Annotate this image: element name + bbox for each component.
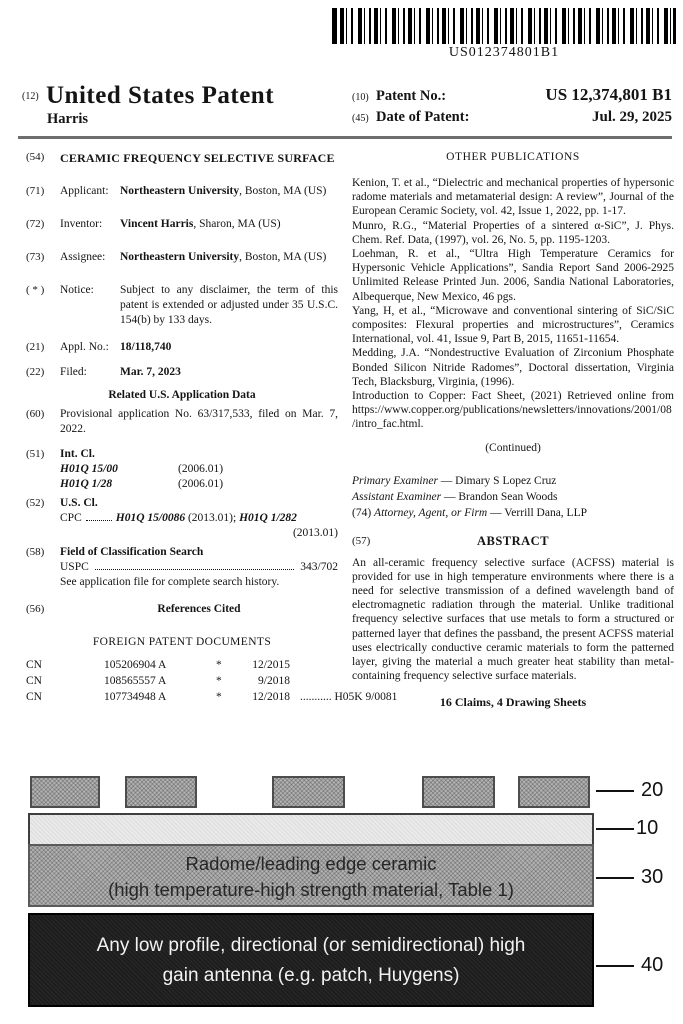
appl-no-label: Appl. No.: [60, 341, 109, 353]
section-72-inventor [26, 217, 338, 232]
other-publications-heading: OTHER PUBLICATIONS [446, 151, 580, 163]
publication-item: Yang, H, et al., “Microwave and conventional sintering of SiC/SiC composites: Flexural properties and microstructures”, Ceramics International, vol. 41, Issue 9, Part B, 2015, 11651-11654. [352, 304, 674, 346]
reference-label-10 [596, 817, 658, 840]
publication-item: Kenion, T. et al., “Dielectric and mechanical properties of hypersonic radome materials and metamaterial design: A review”, Journal of the European Ceramic Society, vol. 42, Issue 1, 2022, pp. 1-17. [352, 177, 674, 218]
assignee-name: Northeastern University [120, 251, 240, 263]
fp-country: CN [26, 691, 42, 703]
notice-tag: ( * ) [26, 284, 45, 296]
reference-number-30: 30 [641, 866, 664, 888]
section-72-tag: (72) [26, 218, 45, 230]
foreign-patent-row [26, 657, 338, 673]
appl-no-value: 18/118,740 [120, 341, 172, 353]
leader-line [596, 790, 634, 792]
invention-title: CERAMIC FREQUENCY SELECTIVE SURFACE [60, 151, 335, 165]
int-cl-code: H01Q 15/00 [60, 463, 118, 475]
cpc-wrap-year: (2013.01) [292, 527, 338, 539]
int-cl-year: (2006.01) [178, 478, 224, 490]
int-cl-year: (2006.01) [178, 463, 224, 475]
section-22-tag: (22) [26, 366, 45, 378]
inventor-surname: Harris [47, 111, 89, 127]
fp-country: CN [26, 675, 42, 687]
abstract-text: An all-ceramic frequency selective surface (ACFSS) material is provided for use in high temperature environments where there is a need for selective transmission of a defined wavelength band of electromagnetic radiation through the material. Unlike traditional frequency selective surfaces that use metals to form a structured or patterned layer that defines the passband, the present ACFSS material uses electrically conductive ceramic materials to form the patterned layer, giving the material a much greater heat stability than metal-containing frequency selective surface materials. [352, 556, 674, 683]
section-60-tag: (60) [26, 408, 45, 420]
applicant-name: Northeastern University [120, 185, 240, 197]
attorney-tag: (74) [352, 506, 375, 519]
attorney-line [352, 505, 674, 521]
fp-star: * [216, 659, 222, 671]
section-notice [26, 283, 338, 328]
header-divider-rule [18, 136, 672, 139]
section-56-references [26, 602, 338, 617]
attorney-label: Attorney, Agent, or Firm [374, 506, 488, 519]
fp-class: ........... H05K 9/0081 [300, 691, 398, 703]
notice-text: Subject to any disclaimer, the term of this patent is extended or adjusted under 35 U.S.C. 154(b) by 133 days. [120, 284, 338, 326]
foreign-patents-table [26, 657, 398, 705]
radome-layer-caption-line1: Radome/leading edge ceramic [185, 853, 437, 874]
reference-label-40 [596, 954, 663, 977]
references-cited-heading: References Cited [157, 603, 241, 615]
radome-layer-caption-line2: (high temperature-high strength material, Table 1) [108, 879, 514, 900]
publications-list [352, 176, 674, 432]
section-73-tag: (73) [26, 251, 45, 263]
section-71-applicant [26, 184, 338, 199]
int-cl-row [60, 477, 338, 492]
antenna-layer [28, 913, 594, 1007]
barcode-number: US012374801B1 [448, 45, 560, 60]
foreign-patent-row [26, 673, 338, 689]
section-52-us-cl [26, 496, 338, 541]
foreign-patents-heading: FOREIGN PATENT DOCUMENTS [92, 636, 272, 648]
primary-examiner-label: Primary Examiner [352, 474, 438, 487]
section-56-tag: (56) [26, 603, 45, 615]
primary-examiner-value: — Dimary S Lopez Cruz [437, 474, 557, 487]
header-left [22, 82, 352, 130]
applicant-value [120, 184, 338, 199]
cpc-dot-leader [86, 512, 112, 521]
uspc-row [60, 560, 338, 575]
right-column [352, 150, 674, 710]
patent-date-tag: (45) [352, 113, 369, 124]
patent-number-label: Patent No.: [376, 88, 447, 104]
inventor-name: Vincent Harris [120, 218, 194, 230]
cpc-line [60, 511, 338, 526]
barcode [332, 8, 676, 61]
field-search-note: See application file for complete search history. [60, 576, 280, 588]
publication-item: Medding, J.A. “Nondestructive Evaluation of Zirconium Phosphate Bonded Silicon Nitride Radomes”, Doctoral dissertation, Virginia Tech, Blacksburg, Virginia, (1996). [352, 347, 674, 388]
section-51-tag: (51) [26, 448, 45, 460]
uspc-dot-leader [95, 561, 295, 570]
filed-label: Filed: [60, 366, 87, 378]
uspc-label: USPC [60, 561, 89, 573]
document-header [22, 82, 672, 130]
patent-number-value: US 12,374,801 B1 [545, 85, 672, 104]
reference-label-20 [596, 779, 663, 802]
fp-date: 9/2018 [258, 675, 290, 687]
applicant-label: Applicant: [60, 185, 109, 197]
abstract-header [352, 534, 674, 549]
leader-line [596, 965, 634, 967]
patent-date-row [352, 109, 672, 126]
fss-patch [30, 776, 100, 808]
patent-number-tag: (10) [352, 92, 369, 103]
attorney-value: — Verrill Dana, LLP [487, 506, 587, 519]
fss-patch [272, 776, 345, 808]
fp-date: 12/2018 [252, 691, 290, 703]
publication-item: Introduction to Copper: Fact Sheet, (2021) Retrieved online from https://www.copper.org/publications/newsletters/innovations/2001/08/intro_fac.html. [352, 390, 674, 431]
drawing-figure [28, 776, 674, 1007]
top-dielectric-layer [28, 813, 594, 844]
section-60-provisional [26, 407, 338, 437]
section-71-tag: (71) [26, 185, 45, 197]
assignee-value [120, 250, 338, 265]
section-21-appl-no [26, 340, 338, 355]
fss-patch [518, 776, 590, 808]
us-cl-heading: U.S. Cl. [60, 497, 98, 509]
assignee-rest: , Boston, MA (US) [239, 251, 327, 263]
publication-item: Loehman, R. et al., “Ultra High Temperature Ceramics for Hypersonic Vehicle Applications”, Sandia Report Sand 2006-2925 Unlimited Release Printed Jun. 2006, Sandia National Laboratories, Albequerque, New Mexico, 46 pgs. [352, 248, 674, 303]
related-data-heading: Related U.S. Application Data [108, 389, 256, 401]
int-cl-heading: Int. Cl. [60, 448, 95, 460]
section-58-field-search [26, 545, 338, 590]
foreign-patent-row [26, 689, 398, 705]
fp-number: 108565557 A [104, 675, 167, 687]
fp-number: 107734948 A [104, 691, 167, 703]
assignee-label: Assignee: [60, 251, 106, 263]
fp-class [290, 657, 338, 673]
us-cl-block [60, 496, 338, 541]
inventor-value [120, 217, 338, 232]
fp-star: * [216, 675, 222, 687]
inventor-rest: , Sharon, MA (US) [193, 218, 281, 230]
section-22-filed [26, 365, 338, 380]
int-cl-block [60, 447, 338, 492]
antenna-layer-caption-line1: Any low profile, directional (or semidirectional) high [96, 935, 526, 956]
document-title: United States Patent [46, 82, 275, 109]
section-21-tag: (21) [26, 341, 45, 353]
continued-note: (Continued) [485, 441, 541, 454]
uspc-value: 343/702 [300, 561, 338, 573]
section-73-assignee [26, 250, 338, 265]
field-search-block [60, 545, 338, 590]
abstract-tag: (57) [352, 534, 371, 547]
cpc-label: CPC [60, 512, 82, 524]
primary-examiner-line [352, 473, 674, 489]
applicant-rest: , Boston, MA (US) [239, 185, 327, 197]
figure-layers [28, 776, 594, 1007]
int-cl-code: H01Q 1/28 [60, 478, 113, 490]
abstract-heading: ABSTRACT [476, 533, 550, 548]
kind-code-tag: (12) [22, 91, 39, 102]
assistant-examiner-label: Assistant Examiner [352, 490, 442, 503]
fss-patch [422, 776, 495, 808]
patent-date-value: Jul. 29, 2025 [591, 109, 672, 125]
reference-number-10: 10 [636, 817, 659, 839]
fp-country: CN [26, 659, 42, 671]
reference-number-20: 20 [641, 779, 664, 801]
int-cl-row [60, 462, 338, 477]
field-search-heading: Field of Classification Search [60, 546, 204, 558]
leader-line [596, 877, 634, 879]
fp-class [290, 673, 338, 689]
cpc-code-1: H01Q 15/0086 [115, 512, 186, 524]
fss-patch-row [28, 776, 594, 808]
provisional-text: Provisional application No. 63/317,533, filed on Mar. 7, 2022. [60, 408, 338, 435]
header-right [352, 82, 672, 130]
assistant-examiner-line [352, 489, 674, 505]
section-58-tag: (58) [26, 546, 45, 558]
patent-date-label: Date of Patent: [376, 109, 470, 125]
section-54-tag: (54) [26, 151, 45, 163]
assistant-examiner-value: — Brandon Sean Woods [441, 490, 558, 503]
cpc-mid: (2013.01); [185, 512, 240, 524]
section-52-tag: (52) [26, 497, 45, 509]
notice-label: Notice: [60, 284, 94, 296]
inventor-label: Inventor: [60, 218, 103, 230]
leader-line [596, 828, 634, 830]
antenna-layer-caption-line2: gain antenna (e.g. patch, Huygens) [162, 965, 460, 986]
claims-summary: 16 Claims, 4 Drawing Sheets [439, 695, 587, 710]
barcode-bars-image [332, 8, 676, 44]
patent-number-row [352, 85, 672, 105]
filed-value: Mar. 7, 2023 [120, 366, 181, 378]
section-51-int-cl [26, 447, 338, 492]
fp-number: 105206904 A [104, 659, 167, 671]
fp-date: 12/2015 [252, 659, 290, 671]
fp-star: * [216, 691, 222, 703]
section-54-title [26, 150, 338, 166]
fss-patch [125, 776, 197, 808]
publication-item: Munro, R.G., “Material Properties of a sintered α-SiC”, J. Phys. Chem. Ref. Data, (1997), vol. 26, No. 5, pp. 1195-1203. [352, 219, 674, 246]
reference-number-40: 40 [641, 954, 664, 976]
reference-label-30 [596, 866, 663, 889]
cpc-code-2: H01Q 1/282 [239, 512, 297, 524]
radome-ceramic-layer [28, 844, 594, 907]
